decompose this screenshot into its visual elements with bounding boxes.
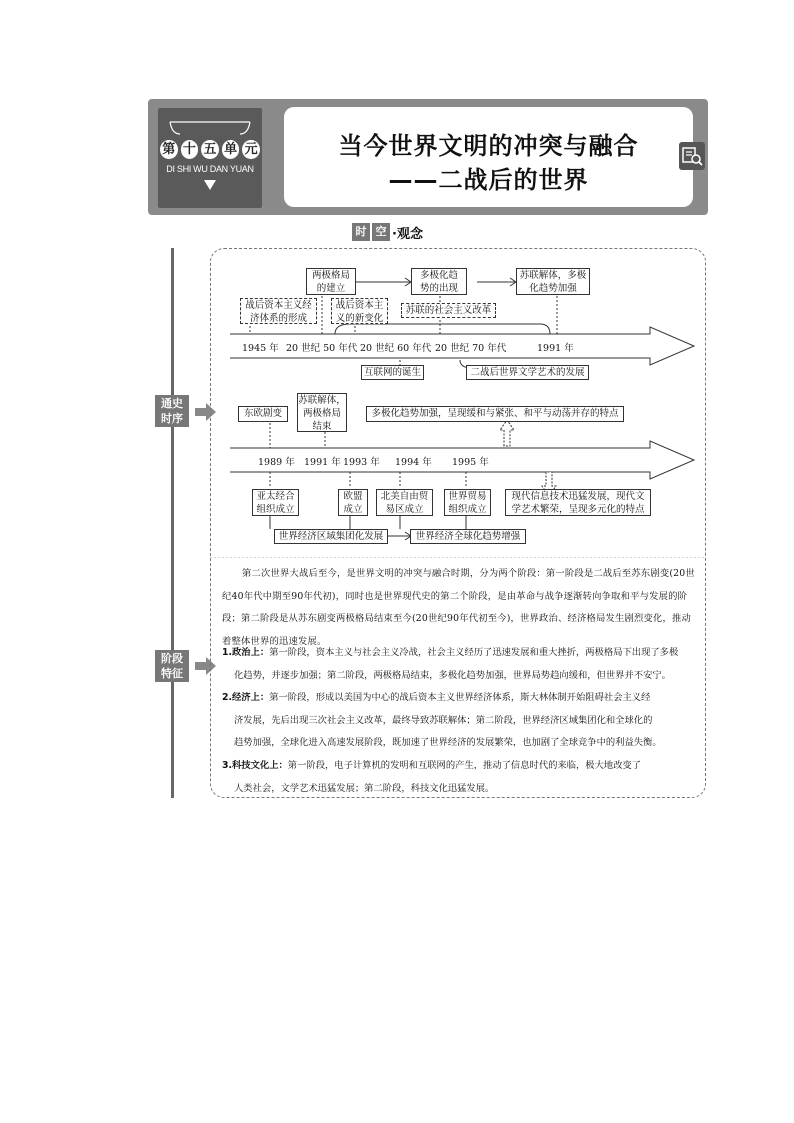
year-label: 1995 年: [452, 457, 489, 468]
section-chip: 空: [372, 223, 390, 241]
event-box: 东欧剧变: [238, 406, 288, 422]
unit-char: 第: [160, 140, 178, 159]
year-label: 1989 年: [258, 457, 295, 468]
item-line: 第一阶段，形成以美国为中心的战后资本主义世界经济体系，斯大林体制开始阻碍社会主义经: [269, 692, 651, 703]
event-box: 多极化趋 势的出现: [411, 268, 467, 295]
tag-jieduan-tezheng: 阶段 特征: [155, 650, 189, 682]
year-label: 20 世纪 70 年代: [435, 343, 507, 354]
event-box: 二战后世界文学艺术的发展: [466, 365, 589, 380]
event-box: 苏联解体， 两极格局 结束: [298, 395, 346, 432]
item-economy: [222, 687, 700, 755]
event-box: 多极化趋势加强，呈现缓和与紧张、和平与动荡并存的特点: [366, 406, 624, 422]
event-box: 两极格局 的建立: [306, 268, 356, 295]
year-label: 1994 年: [395, 457, 432, 468]
event-box: 世界经济全球化趋势增强: [410, 529, 526, 544]
item-line: 济发展，先后出现三次社会主义改革，最终导致苏联解体；第二阶段，世界经济区域集团化和全球化的: [234, 714, 653, 726]
year-label: 1991 年: [304, 457, 341, 468]
intro-paragraph: 第二次世界大战后至今，是世界文明的冲突与融合时期，分为两个阶段：第一阶段是二战后至苏东剧变(20世纪40年代中期至90年代初)，同时也是世界现代史的第二个阶段，是由革命与战争逐渐转向争取和平与发展的阶段；第二阶段是从苏东剧变两极格局结束至今(20世纪90年代初至今)，世界政治、经济格局发生剧烈变化，推动着整体世界的迅速发展。: [222, 568, 695, 647]
event-box: 苏联解体，多极 化趋势加强: [516, 268, 590, 295]
year-label: 20 世纪 50 年代: [286, 343, 358, 354]
section-chip: 时: [352, 223, 370, 241]
item-line: 化趋势，并逐步加强；第二阶段，两极格局结束，多极化趋势加强，世界局势趋向缓和，但世界并不安宁。: [234, 669, 671, 681]
item-line: 人类社会，文学艺术迅猛发展；第二阶段，科技文化迅猛发展。: [234, 782, 495, 794]
unit-pinyin: DI SHI WU DAN YUAN: [166, 164, 254, 174]
unit-char: 五: [201, 140, 219, 159]
event-box: 战后资本主义经 济体系的形成: [240, 298, 317, 324]
year-label: 20 世纪 60 年代: [360, 343, 432, 354]
item-politics: [222, 642, 700, 687]
event-box: 现代信息技术迅猛发展，现代文 学艺术繁荣，呈现多元化的特点: [505, 489, 651, 516]
item-label: 3.科技文化上：: [222, 760, 288, 771]
section-heading-text: ·观念: [392, 226, 423, 242]
unit-title: 当今世界文明的冲突与融合: [338, 132, 639, 160]
event-box: 北美自由贸 易区成立: [376, 489, 433, 516]
year-label: 1945 年: [242, 343, 279, 354]
item-label: 1.政治上：: [222, 647, 270, 658]
left-rail: [171, 248, 174, 798]
event-box: 欧盟 成立: [338, 489, 368, 516]
event-box: 亚太经合 组织成立: [252, 489, 299, 516]
book-search-icon: [679, 142, 705, 170]
item-line: 趋势加强，全球化进入高速发展阶段，既加速了世界经济的发展繁荣，也加剧了全球竞争中的利益失衡。: [234, 737, 662, 748]
year-label: 1991 年: [537, 343, 574, 354]
event-box: 战后资本主 义的新变化: [331, 298, 388, 324]
section-heading: [352, 222, 423, 242]
event-box: 互联网的诞生: [361, 365, 424, 380]
unit-char: 元: [242, 140, 260, 159]
item-line: 第一阶段，电子计算机的发明和互联网的产生，推动了信息时代的来临，极大地改变了: [287, 760, 642, 771]
item-technology-culture: [222, 755, 700, 800]
event-box: 苏联的社会主义改革: [401, 303, 496, 318]
item-line: 第一阶段，资本主义与社会主义冷战，社会主义经历了迅速发展和重大挫折，两极格局下出现了多极: [269, 647, 679, 658]
event-box: 世界经济区域集团化发展: [274, 529, 388, 544]
year-label: 1993 年: [343, 457, 380, 468]
unit-char: 单: [222, 140, 240, 159]
unit-number: [160, 140, 260, 159]
item-label: 2.经济上：: [222, 692, 270, 703]
event-box: 世界贸易 组织成立: [444, 489, 491, 516]
tag-tongshi-shixu: 通史 时序: [155, 395, 189, 427]
unit-subtitle: ——二战后的世界: [388, 166, 589, 194]
unit-char: 十: [181, 140, 199, 159]
